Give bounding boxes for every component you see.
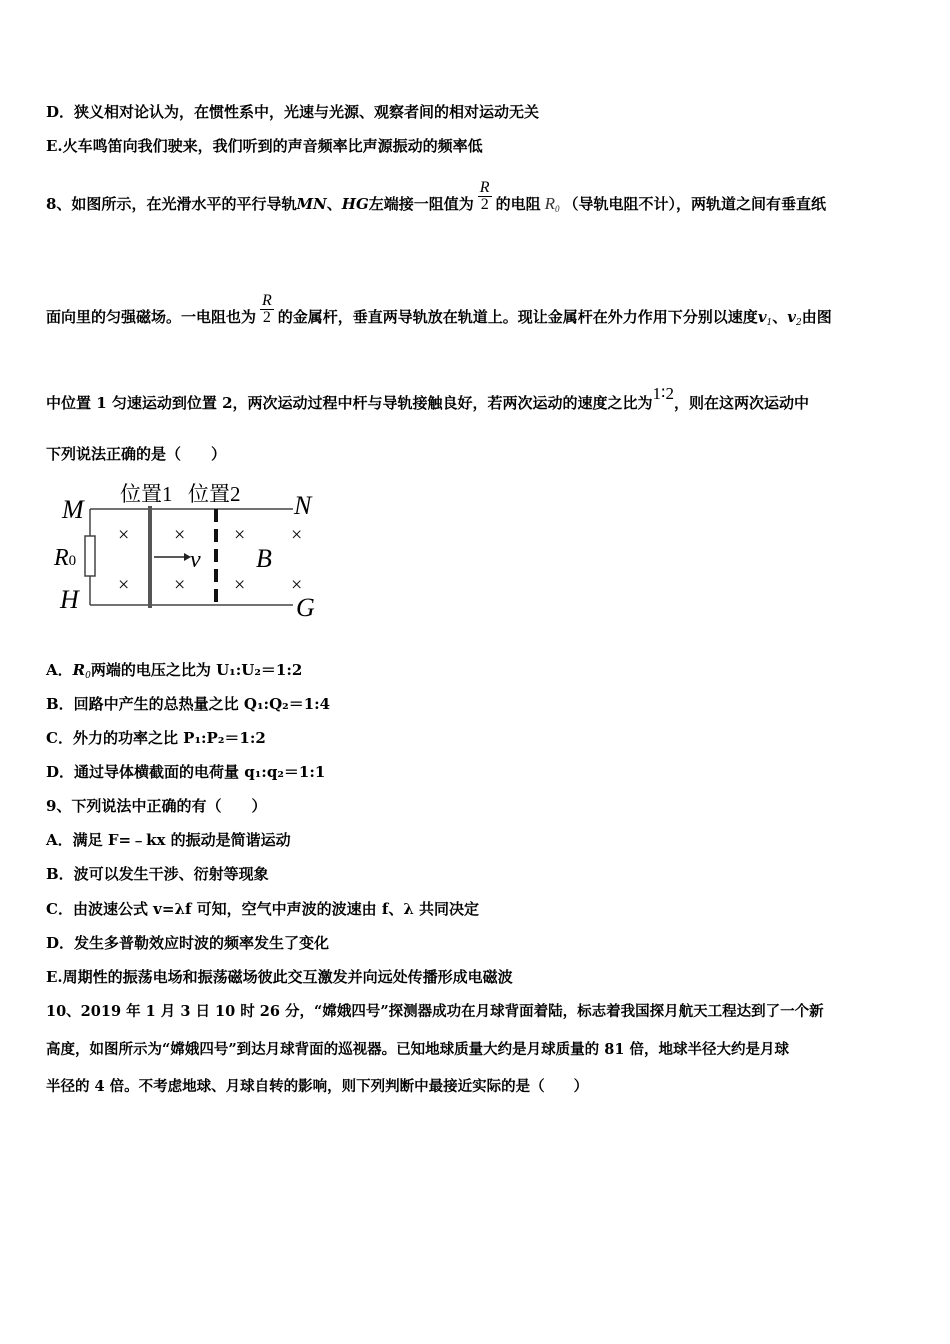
resistor-r0-symbol <box>545 194 560 213</box>
fraction-r-over-2 <box>260 293 274 326</box>
q8-text: 中位置 1 匀速运动到位置 2，两次运动过程中杆与导轨接触良好，若两次运动的速度之比为 <box>46 394 653 412</box>
q8-text: 8、如图所示，在光滑水平的平行导轨 <box>46 195 297 213</box>
field-mark: × <box>118 524 130 546</box>
option-formula: U₁:U₂＝1:2 <box>216 661 303 679</box>
fraction-numerator: R <box>262 291 272 309</box>
rail-mn: MN <box>296 195 327 213</box>
q8-text: （导轨电阻不计），两轨道之间有垂直纸 <box>563 195 826 213</box>
rail-circuit-diagram <box>48 476 328 626</box>
label-r0-subscript: 0 <box>68 553 77 569</box>
q8-text: 面向里的匀强磁场。一电阻也为 <box>46 308 257 326</box>
q8-line-2 <box>46 291 832 333</box>
fraction-r-over-2 <box>478 180 492 213</box>
q9-option-e: E.周期性的振荡电场和振荡磁场彼此交互激发并向远处传播形成电磁波 <box>46 968 513 986</box>
field-mark: × <box>234 524 246 546</box>
field-mark: × <box>174 574 186 596</box>
v1-subscript: 1 <box>766 318 773 328</box>
velocity-v2 <box>787 308 801 326</box>
q9-option-b: B．波可以发生干涉、衍射等现象 <box>46 865 269 883</box>
label-position-2: 位置2 <box>188 482 241 506</box>
rail-hg: HG <box>341 195 369 213</box>
q7-option-d: D．狭义相对论认为，在惯性系中，光速与光源、观察者间的相对运动无关 <box>46 103 540 121</box>
q10-line-3: 半径的 4 倍。不考虑地球、月球自转的影响，则下列判断中最接近实际的是（ ） <box>46 1078 589 1095</box>
field-mark: × <box>174 524 186 546</box>
q8-text: 的金属杆，垂直两导轨放在轨道上。现让金属杆在外力作用下分别以速度 <box>277 308 758 326</box>
q8-line-3 <box>46 384 809 413</box>
resistor-r0 <box>85 536 95 576</box>
field-mark: × <box>291 524 303 546</box>
q9-stem: 9、下列说法中正确的有（ ） <box>46 797 267 815</box>
v2-letter: v <box>787 308 796 326</box>
fraction-numerator: R <box>479 178 490 196</box>
q10-line-1: 10、2019 年 1 月 3 日 10 时 26 分，“嫦娥四号”探测器成功在月球背面着陆，标志着我国探月航天工程达到了一个新 <box>46 1003 824 1020</box>
q9-option-d: D．发生多普勒效应时波的频率发生了变化 <box>46 934 330 952</box>
q8-option-a <box>46 660 302 686</box>
speed-ratio: 1∶2 <box>652 384 674 403</box>
fraction-denominator: 2 <box>478 196 492 213</box>
r0-letter: R <box>72 661 86 679</box>
q8-line-1 <box>46 178 826 219</box>
velocity-v1 <box>758 308 772 326</box>
fraction-denominator: 2 <box>260 309 274 326</box>
label-r0-letter: R <box>54 545 69 571</box>
q10-line-2: 高度，如图所示为“嫦娥四号”到达月球背面的巡视器。已知地球质量大约是月球质量的 81 倍，地球半径大约是月球 <box>46 1041 789 1058</box>
label-h: H <box>60 585 79 614</box>
q8-text: ，则在这两次运动中 <box>673 394 809 412</box>
v2-subscript: 2 <box>796 318 802 328</box>
field-mark: × <box>291 574 303 596</box>
r0-subscript: 0 <box>554 204 560 214</box>
label-g: G <box>296 593 315 622</box>
label-m: M <box>62 495 84 524</box>
option-a-r0 <box>73 661 91 679</box>
label-b: B <box>256 544 272 573</box>
r0-subscript: 0 <box>85 671 91 681</box>
q8-text: 的电阻 <box>495 195 541 213</box>
r0-letter: R <box>544 194 555 213</box>
q8-option-d: D．通过导体横截面的电荷量 q₁:q₂＝1:1 <box>46 763 326 781</box>
field-mark: × <box>118 574 130 596</box>
separator: 、 <box>326 195 342 213</box>
v1-letter: v <box>757 308 767 326</box>
label-n: N <box>294 491 312 520</box>
q8-option-c: C．外力的功率之比 P₁:P₂＝1:2 <box>46 729 266 747</box>
q9-option-c: C．由波速公式 v=λf 可知，空气中声波的波速由 f、λ 共同决定 <box>46 900 480 918</box>
q7-option-e: E.火车鸣笛向我们驶来，我们听到的声音频率比声源振动的频率低 <box>46 137 483 155</box>
option-label: A． <box>46 661 73 679</box>
label-v: v <box>190 547 201 573</box>
field-mark: × <box>234 574 246 596</box>
q8-option-b: B．回路中产生的总热量之比 Q₁:Q₂＝1:4 <box>46 695 331 713</box>
label-r0 <box>53 545 76 571</box>
q8-line-4: 下列说法正确的是（ ） <box>46 445 227 463</box>
q9-option-a: A．满足 F=﹣kx 的振动是简谐运动 <box>46 831 291 849</box>
label-position-1: 位置1 <box>120 482 173 506</box>
separator: 、 <box>772 308 788 326</box>
q8-text: 由图 <box>801 308 832 326</box>
q8-text: 左端接一阻值为 <box>368 195 474 213</box>
option-text: 两端的电压之比为 <box>90 661 217 679</box>
